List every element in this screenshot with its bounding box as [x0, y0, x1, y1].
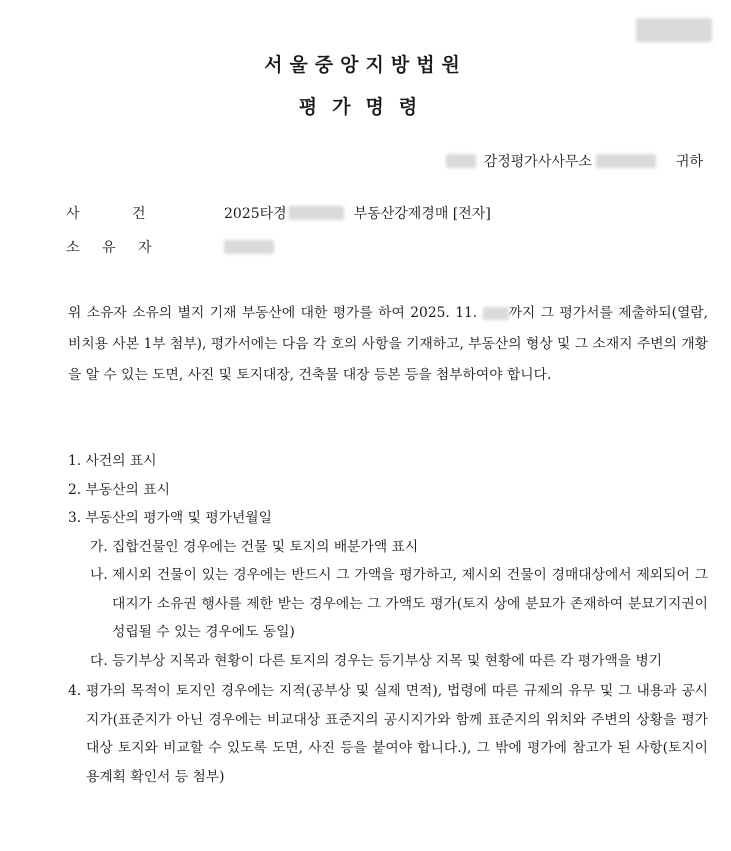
case-type: 부동산강제경매 [전자] [353, 206, 491, 222]
redacted-corner-mark [636, 18, 712, 42]
redacted-date [483, 307, 509, 320]
redacted-owner-name [224, 240, 274, 254]
recipient-office: 감정평가사사무소 [483, 154, 592, 170]
sub-item-da: 다. 등기부상 지목과 현황이 다른 토지의 경우는 등기부상 지목 및 현황에 따른 각 평가액을 병기 [90, 652, 663, 669]
case-row [66, 203, 491, 223]
body-paragraph: 위 소유자 소유의 별지 기재 부동산에 대한 평가를 하여 2025. 11. 까지 그 평가서를 제출하되(열람, 비치용 사본 1부 첨부), 평가서에는 다음 각 호의 사항을 기재하고, 부동산의 형상 및 그 소재지 주변의 개황을 알 수 있는 도면, 사진 및 토지대장, 건축물 대장 등본 등을 첨부하여야 합니다. [68, 305, 708, 383]
recipient-honorific: 귀하 [675, 154, 703, 170]
recipient-line [446, 151, 703, 171]
owner-label: 소 유 자 [66, 240, 152, 256]
redacted-recipient-name [596, 154, 656, 168]
list-item: 1. 사건의 표시 [68, 453, 157, 469]
court-name: 서울중앙지방법원 [264, 54, 467, 76]
owner-row [66, 237, 274, 257]
sub-item-na: 나. 제시외 건물이 있는 경우에는 반드시 그 가액을 평가하고, 제시외 건물이 경매대상에서 제외되어 그 대지가 소유권 행사를 제한 받는 경우에는 그 가액도 평가(토지 상에 분묘가 존재하여 분묘기지권이 성립될 수 있는 경우에도 동일) [90, 567, 708, 640]
list-item: 2. 부동산의 표시 [68, 481, 170, 498]
case-number-prefix: 2025타경 [224, 206, 287, 222]
sub-item-ga: 가. 집합건물인 경우에는 건물 및 토지의 배분가액 표시 [90, 538, 419, 555]
redacted-case-number [289, 206, 344, 220]
redacted-recipient-prefix [446, 154, 476, 168]
requirements-list [68, 447, 708, 791]
case-label: 사 건 [66, 206, 146, 222]
list-item: 3. 부동산의 평가액 및 평가년월일 [68, 510, 272, 526]
list-item-4: 4. 평가의 목적이 토지인 경우에는 지적(공부상 및 실제 면적), 법령에 따른 규제의 유무 및 그 내용과 공시지가(표준지가 아닌 경우에는 비교대상 표준지의 공시지가와 함께 표준지의 위치와 주변의 상황을 평가대상 토지와 비교할 수 있도록 도면, 사진 등을 붙여야 합니다.), 그 밖에 평가에 참고가 된 사항(토지이용계획 확인서 등 첨부) [68, 683, 708, 785]
document-title: 평가명령 [298, 96, 433, 118]
